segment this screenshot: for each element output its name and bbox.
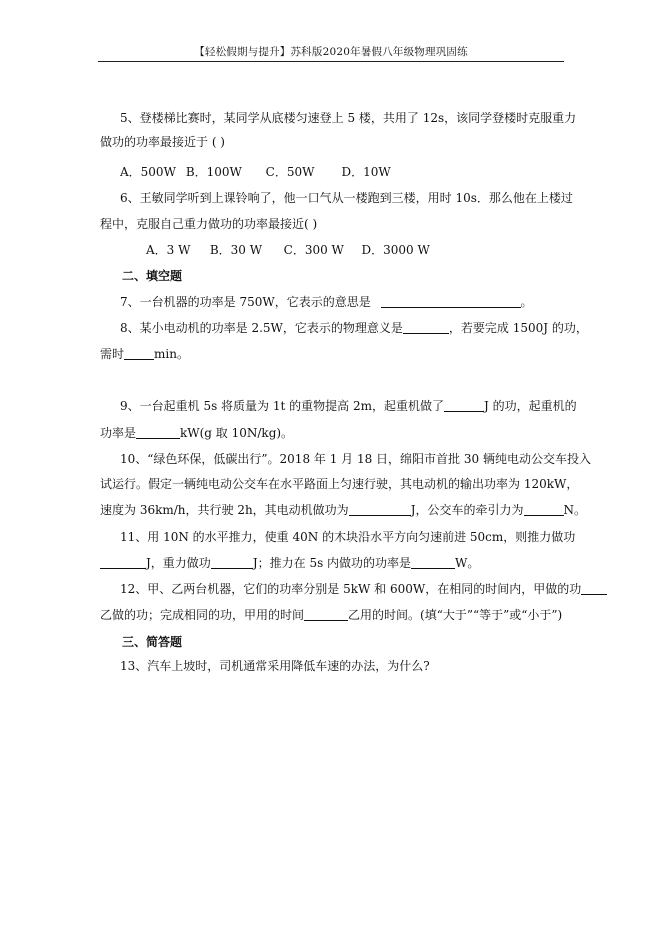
q9-text-b: J 的功，起重机的 [483,399,577,413]
section-fill-in-title: 二、填空题 [122,269,183,283]
q8-text-d: min。 [154,347,189,361]
section-short-answer-title: 三、简答题 [122,635,183,649]
q9-text-a: 9、一台起重机 5s 将质量为 1t 的重物提高 2m，起重机做了 [120,399,444,413]
q8-text-c: 需时 [100,347,125,361]
q10-text-a: 速度为 36km/h，共行驶 2h，其电动机做功为 [100,503,349,517]
q12-text-b: 乙做的功；完成相同的功，甲用的时间 [100,608,305,622]
question-6-line-1: 6、王敏同学听到上课铃响了，他一口气从一楼跑到三楼，用时 10s．那么他在上楼过 [120,191,573,205]
q9-answer-blank-2 [136,426,180,439]
q6-option-d: D．3000 W [361,243,430,257]
q10-text-c: N。 [563,503,587,517]
question-8-line-2 [100,346,189,362]
question-12-line-1 [120,581,607,597]
q10-text-b: J，公交车的牵引力为 [410,503,524,517]
q11-text-a: J，重力做功 [146,556,211,570]
q10-answer-blank-2 [524,503,564,516]
q7-end: 。 [520,295,533,309]
q12-answer-blank-2 [304,608,348,621]
question-5-options [120,164,391,180]
q8-answer-blank-2 [124,347,154,360]
question-10-line-2: 试运行。假定一辆纯电动公交车在水平路面上匀速行驶，其电动机的输出功率为 120kW， [100,477,579,491]
q5-option-b: B．100W [185,165,242,179]
q6-option-b: B．30 W [209,243,263,257]
question-13: 13、汽车上坡时，司机通常采用降低车速的办法，为什么? [120,659,430,673]
header-divider [98,61,564,62]
q6-option-c: C．300 W [283,243,344,257]
q8-text-a: 8、某小电动机的功率是 2.5W，它表示的物理意义是 [120,321,403,335]
q9-text-c: 功率是 [100,426,137,440]
q12-answer-blank-1 [581,582,607,595]
q5-option-c: C．50W [265,165,315,179]
q11-answer-blank-2 [211,556,253,569]
question-5-line-2: 做功的功率最接近于 ( ) [100,135,225,149]
q11-text-c: W。 [455,556,480,570]
question-12-line-2 [100,607,562,623]
question-6-options [146,242,430,258]
q9-answer-blank-1 [444,399,484,412]
question-9-line-2 [100,425,293,441]
q12-text-c: 乙用的时间。(填“大于”“等于”或“小于”) [348,608,563,622]
q8-answer-blank-1 [403,321,449,334]
question-6-line-2: 程中，克服自己重力做功的功率最接近( ) [100,217,318,231]
q5-option-a: A．500W [120,165,176,179]
q5-option-d: D．10W [341,165,391,179]
question-8-line-1 [120,320,588,336]
q6-option-a: A．3 W [146,243,191,257]
q8-text-b: ，若要完成 1500J 的功， [448,321,588,335]
question-7 [120,294,533,310]
question-11-line-2 [100,555,479,571]
question-9-line-1 [120,398,577,414]
question-5-line-1: 5、登楼梯比赛时，某同学从底楼匀速登上 5 楼，共用了 12s，该同学登楼时克服重力 [120,111,577,125]
q9-text-d: kW(g 取 10N/kg)。 [180,426,294,440]
q11-answer-blank-1 [100,556,146,569]
q10-answer-blank-1 [349,503,411,516]
q7-text: 7、一台机器的功率是 750W，它表示的意思是 [120,295,371,309]
q12-text-a: 12、甲、乙两台机器，它们的功率分别是 5kW 和 600W，在相同的时间内，甲做的功 [120,582,582,596]
q11-answer-blank-3 [411,556,455,569]
page-header: 【轻松假期与提升】苏科版2020年暑假八年级物理巩固练 [194,46,468,58]
question-10-line-1: 10、“绿色环保，低碳出行”。2018 年 1 月 18 日，绵阳市首批 30 辆纯电动公交车投入 [120,452,591,466]
q11-text-b: J；推力在 5s 内做功的功率是 [252,556,412,570]
question-11-line-1: 11、用 10N 的水平推力，使重 40N 的木块沿水平方向匀速前进 50cm，则推力做功 [120,530,576,544]
q7-answer-blank [381,295,521,308]
question-10-line-3 [100,502,586,518]
